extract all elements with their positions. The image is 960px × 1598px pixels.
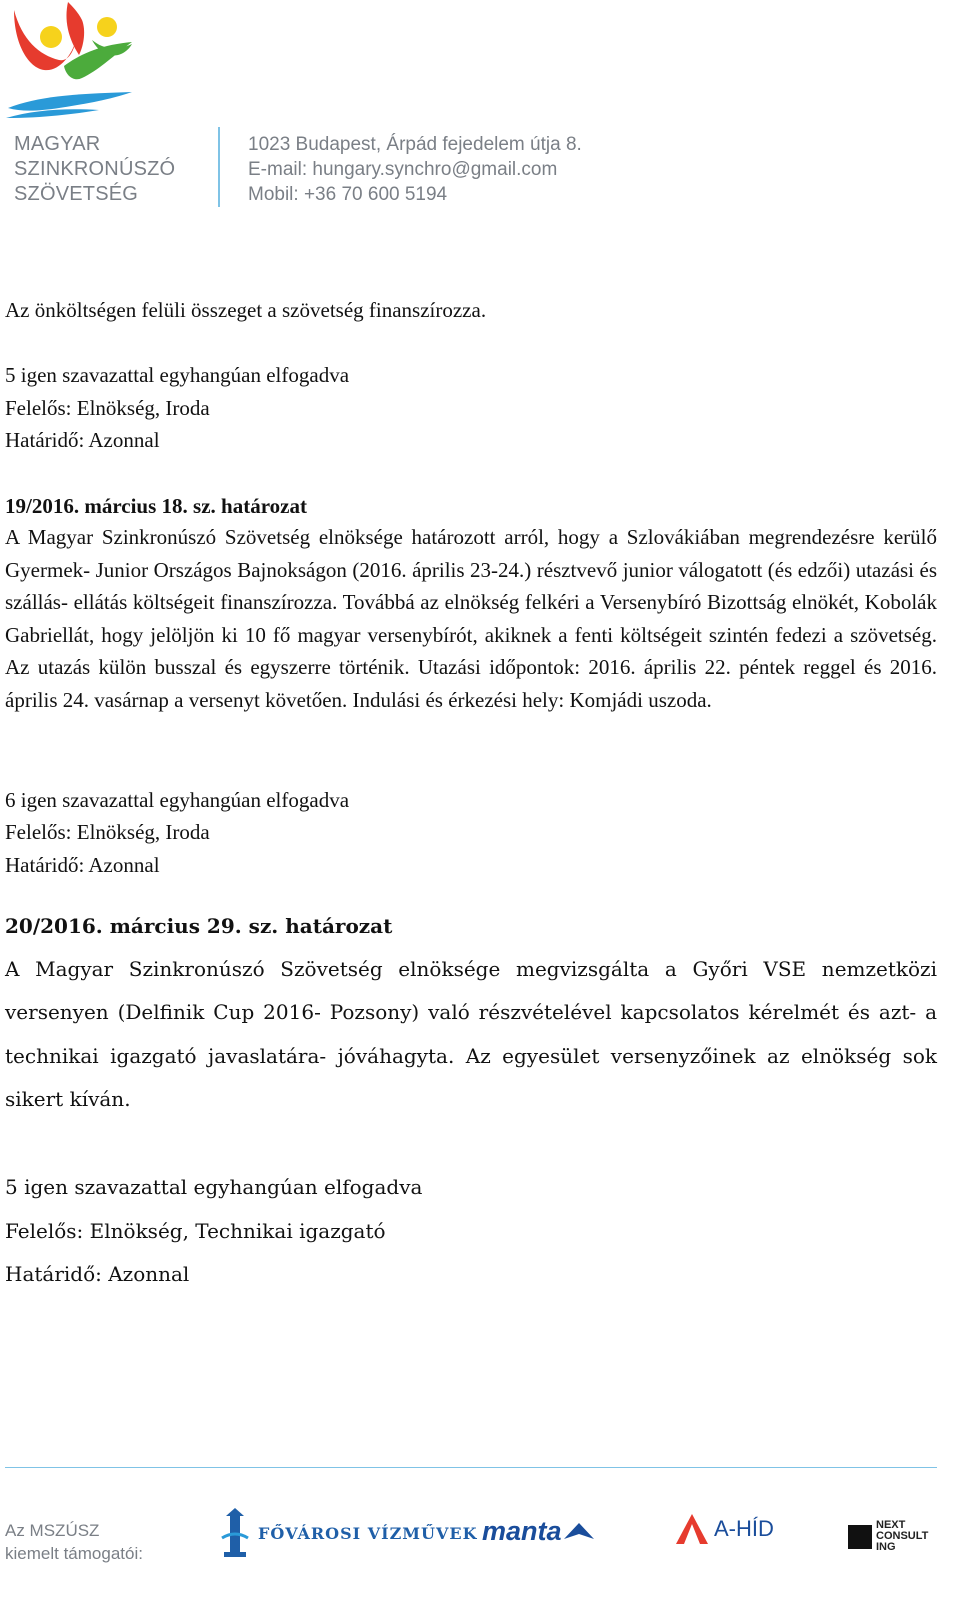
resolution-20-body: A Magyar Szinkronúszó Szövetség elnöksége megvizsgálta a Győri VSE nemzetközi versenyen (Delfinik Cup 2016- Pozsony) való részvételével kapcsolatos kérelmét és azt- a technikai igazgató javaslatára- jóváhagyta. Az egyesület versenyzőinek az elnökség sok sikert kíván. [5,957,937,1111]
contact-email: E-mail: hungary.synchro@gmail.com [248,159,558,180]
section1-responsible: Felelős: Elnökség, Iroda [5,396,210,420]
section1-vote: 5 igen szavazattal egyhangúan elfogadva [5,363,350,387]
sponsor-ing-line: ING [876,1541,896,1553]
section1-intro: Az önköltségen felüli összeget a szövetség finanszírozza. [5,298,487,322]
next-consulting-mark-icon [848,1523,872,1551]
sponsor-next-consulting-logo [848,1520,928,1553]
section1-deadline: Határidő: Azonnal [5,428,160,452]
supporters-label-line: kiemelt támogatói: [5,1544,143,1563]
manta-ray-icon [562,1521,596,1543]
supporters-label-line: Az MSZÚSZ [5,1521,100,1540]
resolution-20-title: 20/2016. március 29. sz. határozat [5,914,393,938]
federation-name-line: SZÖVETSÉG [14,183,139,205]
sponsor-ahid-name: A-HÍD [714,1516,774,1541]
resolution-19-body: A Magyar Szinkronúszó Szövetség elnöksége határozott arról, hogy a Szlovákiában megrendezésre kerülő Gyermek- Junior Országos Bajnokságon (2016. április 23-24.) résztvevő junior válogatott (és edzői) utazási és szállás- ellátás költségeit finanszírozza. Továbbá az elnökség felkéri a Versenybíró Bizottság elnökét, Kobolák Gabriellát, hogy jelöljön ki 10 fő magyar versenybírót, akiknek a fenti költségeit szintén fedezi a szövetség. Az utazás külön busszal és egyszerre történik. Utazási időpontok: 2016. április 22. péntek reggel és 2016. április 24. vasárnap a versenyt követően. Indulási és érkezési hely: Komjádi uszoda. [5,525,937,712]
sponsor-ahid-logo [676,1514,774,1544]
sponsor-vizmuvek-logo [220,1508,477,1558]
contact-address: 1023 Budapest, Árpád fejedelem útja 8. [248,134,582,155]
header-divider [218,127,220,207]
sponsor-vizmuvek-name: FŐVÁROSI VÍZMŰVEK [258,1523,478,1543]
sponsor-next-line: NEXT [876,1519,906,1531]
sponsor-consult-line: CONSULT [876,1530,929,1542]
sponsor-manta-logo [482,1516,596,1547]
federation-logo [4,0,144,125]
section2-deadline: Határidő: Azonnal [5,853,160,877]
contact-phone: Mobil: +36 70 600 5194 [248,184,448,205]
federation-name [14,132,175,207]
contact-block [248,132,582,207]
section3-responsible: Felelős: Elnökség, Technikai igazgató [5,1219,386,1243]
sponsor-manta-name: manta [482,1516,562,1546]
section2-vote: 6 igen szavazattal egyhangúan elfogadva [5,788,350,812]
section2-responsible: Felelős: Elnökség, Iroda [5,820,210,844]
section3-deadline: Határidő: Azonnal [5,1262,190,1286]
sponsor-next-consulting-name [876,1520,928,1553]
federation-name-line: MAGYAR [14,133,101,155]
water-tower-icon [220,1508,250,1558]
federation-name-line: SZINKRONÚSZÓ [14,158,176,180]
supporters-label [5,1519,143,1565]
bridge-triangle-icon [676,1514,708,1544]
resolution-19-title: 19/2016. március 18. sz. határozat [5,494,307,518]
footer-divider [5,1467,937,1468]
section3-vote: 5 igen szavazattal egyhangúan elfogadva [5,1175,423,1199]
